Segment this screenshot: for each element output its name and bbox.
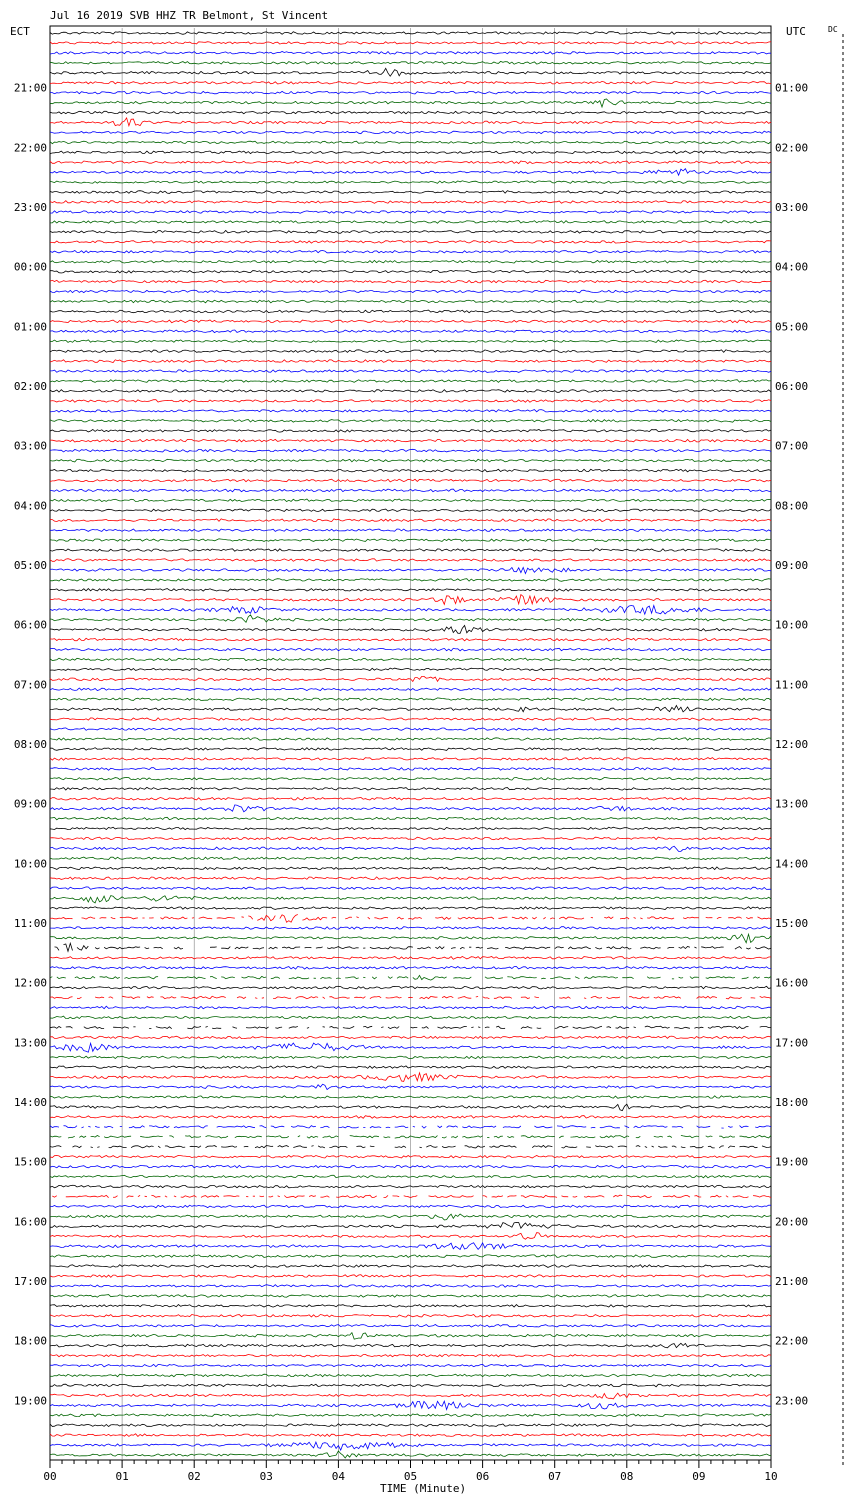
right-hour-label: 11:00 [775,678,809,692]
right-hour-label: 20:00 [775,1215,809,1229]
left-hour-label: 15:00 [13,1155,47,1169]
x-tick-label: 03 [259,1470,273,1483]
right-hour-label: 13:00 [775,797,809,811]
right-hour-label: 14:00 [775,857,809,871]
dc-label: DC [828,25,838,34]
right-hour-label: 09:00 [775,559,809,572]
left-hour-label: 23:00 [13,201,47,214]
left-hour-label: 01:00 [13,320,47,334]
left-hour-label: 07:00 [13,678,47,692]
x-tick-label: 04 [331,1470,346,1483]
right-hour-label: 16:00 [775,976,809,990]
left-hour-label: 08:00 [13,738,47,751]
x-tick-label: 00 [43,1470,57,1483]
left-hour-label: 21:00 [13,81,47,95]
left-timezone-label: ECT [10,25,30,38]
right-hour-label: 21:00 [775,1275,809,1288]
chart-title: Jul 16 2019 SVB HHZ TR Belmont, St Vincent [50,9,329,22]
left-hour-label: 22:00 [13,141,47,155]
left-hour-label: 14:00 [13,1096,47,1109]
left-hour-label: 06:00 [13,618,47,632]
left-hour-label: 02:00 [13,380,47,393]
left-hour-label: 19:00 [13,1394,47,1408]
left-hour-label: 03:00 [13,439,47,453]
right-timezone-label: UTC [786,25,806,38]
left-hour-label: 12:00 [13,976,47,990]
left-hour-label: 13:00 [13,1036,47,1050]
right-hour-label: 15:00 [775,917,809,930]
x-tick-label: 08 [620,1470,634,1483]
right-hour-label: 03:00 [775,201,809,214]
x-axis-title: TIME (Minute) [380,1482,467,1495]
right-hour-label: 04:00 [775,260,809,274]
left-hour-label: 10:00 [13,857,47,871]
left-hour-label: 05:00 [13,559,47,572]
x-tick-label: 02 [187,1470,201,1483]
seismogram-trace [55,943,772,951]
right-hour-label: 12:00 [775,738,809,751]
left-hour-label: 17:00 [13,1275,47,1288]
right-hour-label: 18:00 [775,1096,809,1109]
right-hour-label: 05:00 [775,320,809,334]
seismogram-trace [52,1195,771,1198]
left-hour-label: 04:00 [13,499,47,513]
left-hour-label: 11:00 [13,917,47,930]
x-tick-label: 01 [115,1470,129,1483]
x-tick-label: 07 [548,1470,562,1483]
x-tick-label: 09 [692,1470,706,1483]
x-tick-label: 10 [764,1470,778,1483]
right-hour-label: 10:00 [775,618,809,632]
left-hour-label: 09:00 [13,797,47,811]
right-hour-label: 02:00 [775,141,809,155]
left-hour-label: 00:00 [13,260,47,274]
x-tick-label: 05 [403,1470,418,1483]
right-hour-label: 19:00 [775,1155,809,1169]
right-hour-label: 17:00 [775,1036,809,1050]
right-hour-label: 06:00 [775,380,809,393]
right-hour-label: 07:00 [775,439,809,453]
right-hour-label: 22:00 [775,1334,809,1348]
right-hour-label: 08:00 [775,499,809,513]
left-hour-label: 18:00 [13,1334,47,1348]
right-hour-label: 01:00 [775,81,809,95]
right-hour-label: 23:00 [775,1394,809,1408]
x-tick-label: 06 [475,1470,490,1483]
left-hour-label: 16:00 [13,1215,47,1229]
